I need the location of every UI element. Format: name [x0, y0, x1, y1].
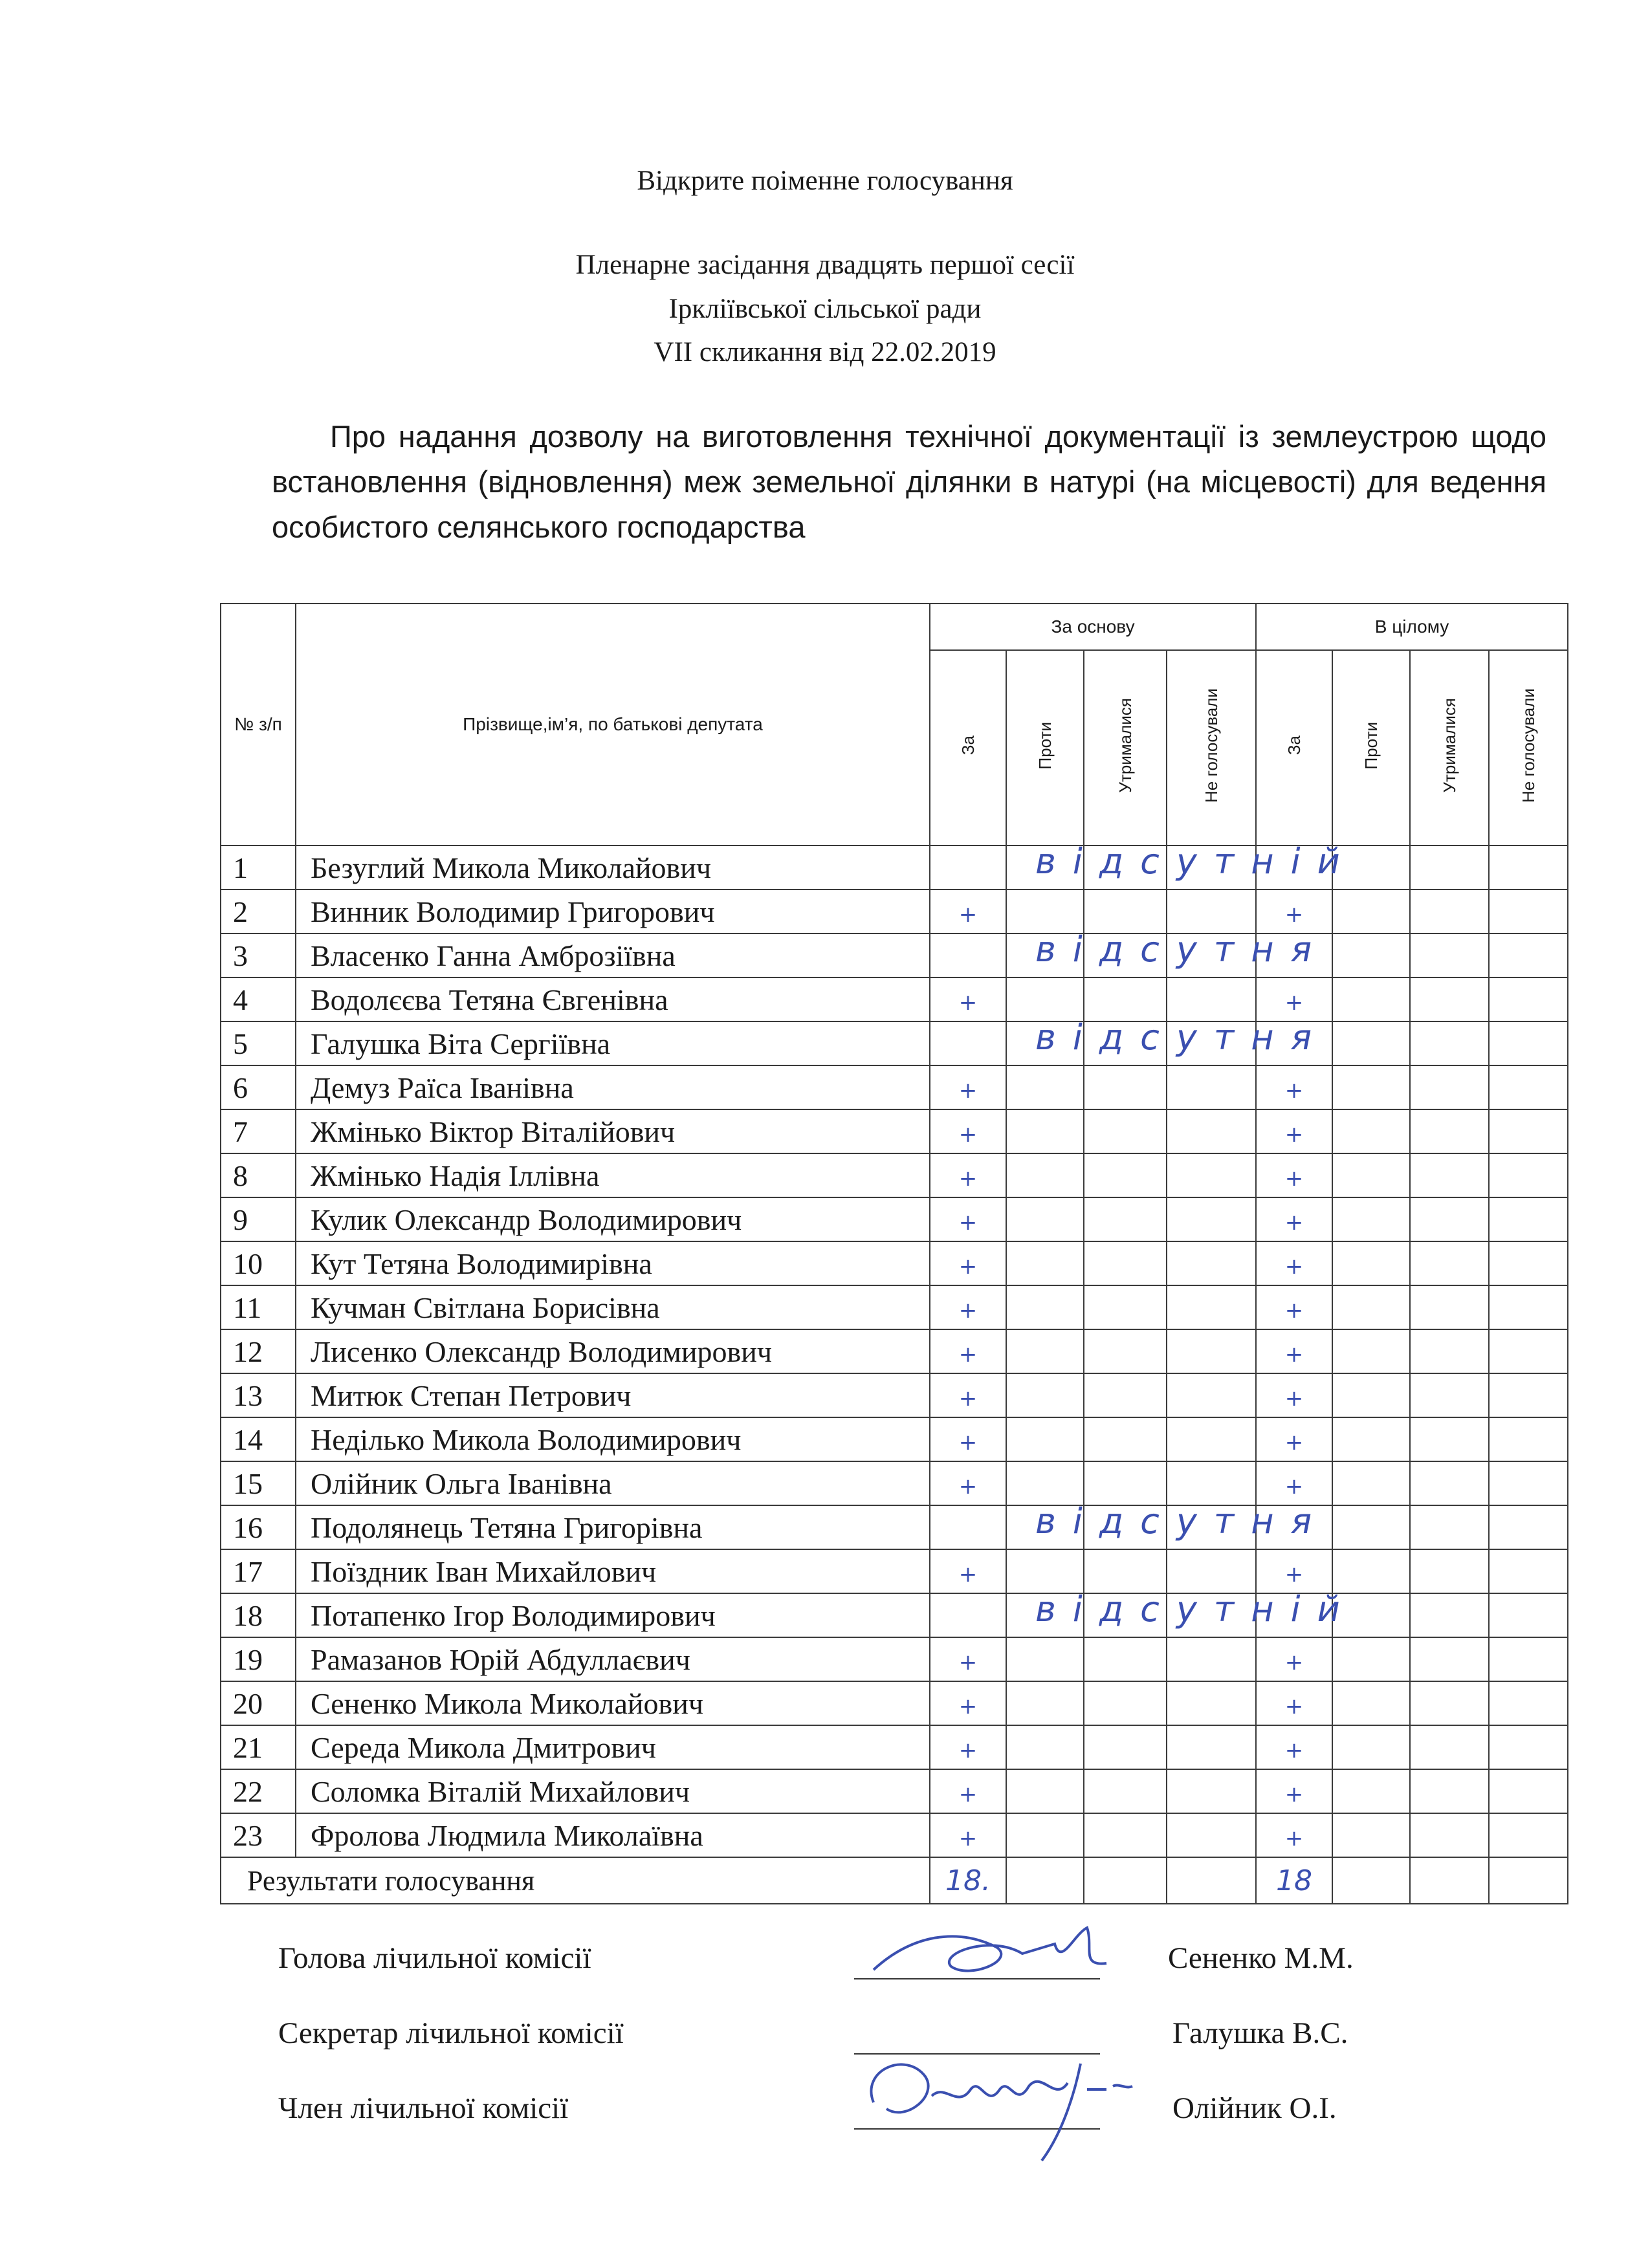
cell-whole-not-voted	[1489, 1417, 1568, 1461]
deputy-name: Рамазанов Юрій Абдуллаєвич	[296, 1637, 930, 1681]
cell-whole-for	[1256, 1065, 1332, 1109]
cell-basis-for	[930, 1681, 1006, 1725]
document-title: Відкрите поіменне голосування	[637, 166, 1013, 196]
cell-whole-against	[1332, 977, 1410, 1021]
cell-basis-abstained	[1084, 1813, 1167, 1857]
cell-basis-for	[930, 1769, 1006, 1813]
cell-whole-abstained	[1410, 1109, 1489, 1153]
cell-whole-against	[1332, 1681, 1410, 1725]
cell-whole-against	[1332, 1813, 1410, 1857]
deputy-name: Демуз Раїса Іванівна	[296, 1065, 930, 1109]
cell-basis-for	[930, 1241, 1006, 1285]
cell-whole-for	[1256, 977, 1332, 1021]
cell-basis-against	[1006, 1373, 1084, 1417]
cell-whole-not-voted	[1489, 977, 1568, 1021]
result-empty-cell	[1006, 1857, 1084, 1904]
table-row	[221, 1329, 1568, 1373]
col-header-name: Прізвище,ім’я, по батькові депутата	[296, 604, 930, 845]
signature-name-chair: Сененко М.М.	[1168, 1941, 1354, 1975]
cell-whole-abstained	[1410, 1329, 1489, 1373]
handwritten-plus-mark: +	[1284, 901, 1304, 928]
cell-whole-against	[1332, 1065, 1410, 1109]
cell-whole-abstained	[1410, 1813, 1489, 1857]
cell-whole-for	[1256, 1197, 1332, 1241]
cell-whole-abstained	[1410, 1417, 1489, 1461]
vote-table	[220, 603, 1568, 1904]
subheader-basis-not-voted: Не голосували	[1167, 650, 1256, 845]
handwritten-plus-mark: +	[958, 1429, 978, 1456]
handwritten-absent-note: відсутня	[1035, 1501, 1329, 1542]
cell-basis-abstained	[1084, 1681, 1167, 1725]
deputy-name: Винник Володимир Григорович	[296, 889, 930, 933]
handwritten-plus-mark: +	[958, 989, 978, 1016]
handwritten-plus-mark: +	[958, 1077, 978, 1104]
cell-basis-abstained	[1084, 1417, 1167, 1461]
row-number: 6	[221, 1065, 296, 1109]
cell-whole-abstained	[1410, 1285, 1489, 1329]
row-number: 8	[221, 1153, 296, 1197]
cell-whole-not-voted	[1489, 1637, 1568, 1681]
cell-basis-for	[930, 1021, 1006, 1065]
cell-whole-for	[1256, 1285, 1332, 1329]
cell-whole-against	[1332, 1549, 1410, 1593]
table-row	[221, 1197, 1568, 1241]
cell-basis-for	[930, 1637, 1006, 1681]
cell-whole-abstained	[1410, 1769, 1489, 1813]
cell-whole-abstained	[1410, 1725, 1489, 1769]
table-row	[221, 1241, 1568, 1285]
row-number: 9	[221, 1197, 296, 1241]
cell-whole-for	[1256, 1813, 1332, 1857]
deputy-name: Власенко Ганна Амброзіївна	[296, 933, 930, 977]
cell-whole-for	[1256, 1725, 1332, 1769]
row-number: 7	[221, 1109, 296, 1153]
cell-basis-not-voted	[1167, 1549, 1256, 1593]
result-row	[221, 1857, 1568, 1904]
row-number: 18	[221, 1593, 296, 1637]
result-whole-for: 18	[1256, 1857, 1332, 1904]
row-number: 21	[221, 1725, 296, 1769]
cell-basis-not-voted	[1167, 1637, 1256, 1681]
cell-basis-against	[1006, 889, 1084, 933]
cell-whole-not-voted	[1489, 1505, 1568, 1549]
row-number: 2	[221, 889, 296, 933]
row-number: 14	[221, 1417, 296, 1461]
cell-basis-against	[1006, 1549, 1084, 1593]
row-number: 13	[221, 1373, 296, 1417]
handwritten-plus-mark: +	[1284, 989, 1304, 1016]
handwritten-plus-mark: +	[958, 1341, 978, 1368]
cell-basis-abstained	[1084, 1197, 1167, 1241]
handwritten-plus-mark: +	[958, 1649, 978, 1675]
cell-basis-abstained	[1084, 1725, 1167, 1769]
handwritten-plus-mark: +	[1284, 1385, 1304, 1412]
subheader-basis-against: Проти	[1006, 650, 1084, 845]
table-row	[221, 1725, 1568, 1769]
handwritten-plus-mark: +	[1284, 1473, 1304, 1499]
cell-basis-against	[1006, 1329, 1084, 1373]
subheader-whole-not-voted: Не голосували	[1489, 650, 1568, 845]
cell-whole-abstained	[1410, 1549, 1489, 1593]
row-number: 16	[221, 1505, 296, 1549]
cell-whole-not-voted	[1489, 1153, 1568, 1197]
handwritten-plus-mark: +	[958, 1297, 978, 1324]
subheader-whole-abstained: Утрималися	[1410, 650, 1489, 845]
cell-basis-not-voted	[1167, 1109, 1256, 1153]
cell-whole-for	[1256, 889, 1332, 933]
signature-role-secretary: Секретар лічильної комісії	[278, 2016, 624, 2050]
cell-whole-not-voted	[1489, 1241, 1568, 1285]
cell-whole-not-voted	[1489, 889, 1568, 933]
cell-whole-abstained	[1410, 977, 1489, 1021]
cell-whole-against	[1332, 1637, 1410, 1681]
deputy-name: Фролова Людмила Миколаївна	[296, 1813, 930, 1857]
cell-basis-against	[1006, 1065, 1084, 1109]
handwritten-absent-note: відсутній	[1035, 841, 1357, 882]
cell-whole-for	[1256, 1769, 1332, 1813]
cell-whole-not-voted	[1489, 1681, 1568, 1725]
cell-basis-for	[930, 1065, 1006, 1109]
subheader-whole-for: За	[1256, 650, 1332, 845]
row-number: 22	[221, 1769, 296, 1813]
cell-basis-against	[1006, 1197, 1084, 1241]
cell-whole-against	[1332, 889, 1410, 933]
cell-basis-for	[930, 1153, 1006, 1197]
deputy-name: Жмінько Віктор Віталійович	[296, 1109, 930, 1153]
cell-basis-against	[1006, 1153, 1084, 1197]
row-number: 3	[221, 933, 296, 977]
row-number: 11	[221, 1285, 296, 1329]
cell-basis-for	[930, 1109, 1006, 1153]
cell-whole-not-voted	[1489, 1285, 1568, 1329]
cell-basis-not-voted	[1167, 1813, 1256, 1857]
cell-basis-not-voted	[1167, 1769, 1256, 1813]
cell-basis-for	[930, 1329, 1006, 1373]
cell-basis-not-voted	[1167, 1461, 1256, 1505]
cell-basis-for	[930, 1417, 1006, 1461]
deputy-name: Кулик Олександр Володимирович	[296, 1197, 930, 1241]
cell-whole-for	[1256, 1461, 1332, 1505]
cell-whole-not-voted	[1489, 1593, 1568, 1637]
deputy-name: Неділько Микола Володимирович	[296, 1417, 930, 1461]
session-line-2: Ірклiївської сільської ради	[668, 294, 982, 324]
subheader-whole-against: Проти	[1332, 650, 1410, 845]
cell-whole-abstained	[1410, 1637, 1489, 1681]
cell-basis-against	[1006, 977, 1084, 1021]
cell-whole-not-voted	[1489, 1461, 1568, 1505]
cell-whole-against	[1332, 1153, 1410, 1197]
signature-role-member: Член лічильної комісії	[278, 2091, 569, 2125]
cell-basis-abstained	[1084, 1769, 1167, 1813]
deputy-name: Середа Микола Дмитрович	[296, 1725, 930, 1769]
table-row	[221, 1285, 1568, 1329]
cell-basis-against	[1006, 1109, 1084, 1153]
cell-whole-abstained	[1410, 1681, 1489, 1725]
cell-whole-against	[1332, 1373, 1410, 1417]
result-label: Результати голосування	[221, 1857, 930, 1904]
cell-whole-against	[1332, 1329, 1410, 1373]
cell-basis-against	[1006, 1725, 1084, 1769]
handwritten-plus-mark: +	[1284, 1209, 1304, 1236]
deputy-name: Олійник Ольга Іванівна	[296, 1461, 930, 1505]
handwritten-plus-mark: +	[958, 1825, 978, 1851]
handwritten-plus-mark: +	[958, 1473, 978, 1499]
row-number: 19	[221, 1637, 296, 1681]
cell-whole-not-voted	[1489, 1065, 1568, 1109]
handwritten-plus-mark: +	[958, 1385, 978, 1412]
cell-basis-not-voted	[1167, 1417, 1256, 1461]
cell-basis-abstained	[1084, 1109, 1167, 1153]
subheader-basis-for: За	[930, 650, 1006, 845]
cell-whole-against	[1332, 1417, 1410, 1461]
signature-scribble-chair	[861, 1908, 1132, 1999]
handwritten-plus-mark: +	[958, 1561, 978, 1587]
cell-basis-for	[930, 1285, 1006, 1329]
cell-basis-not-voted	[1167, 1725, 1256, 1769]
cell-whole-not-voted	[1489, 1329, 1568, 1373]
cell-whole-abstained	[1410, 1153, 1489, 1197]
cell-basis-for	[930, 1593, 1006, 1637]
cell-whole-against	[1332, 1769, 1410, 1813]
cell-whole-not-voted	[1489, 1109, 1568, 1153]
row-number: 23	[221, 1813, 296, 1857]
cell-whole-abstained	[1410, 1461, 1489, 1505]
table-row	[221, 1065, 1568, 1109]
result-empty-cell	[1332, 1857, 1410, 1904]
table-row	[221, 1109, 1568, 1153]
table-row	[221, 1373, 1568, 1417]
cell-whole-for	[1256, 1241, 1332, 1285]
row-number: 4	[221, 977, 296, 1021]
cell-whole-against	[1332, 1241, 1410, 1285]
cell-basis-for	[930, 933, 1006, 977]
cell-basis-against	[1006, 1813, 1084, 1857]
row-number: 1	[221, 845, 296, 889]
handwritten-plus-mark: +	[958, 1693, 978, 1719]
cell-basis-not-voted	[1167, 1373, 1256, 1417]
row-number: 10	[221, 1241, 296, 1285]
table-row	[221, 1549, 1568, 1593]
handwritten-plus-mark: +	[1284, 1077, 1304, 1104]
table-row	[221, 977, 1568, 1021]
handwritten-plus-mark: +	[1284, 1825, 1304, 1851]
cell-whole-for	[1256, 1373, 1332, 1417]
cell-basis-for	[930, 845, 1006, 889]
cell-basis-not-voted	[1167, 1153, 1256, 1197]
deputy-name: Лисенко Олександр Володимирович	[296, 1329, 930, 1373]
deputy-name: Галушка Віта Сергіївна	[296, 1021, 930, 1065]
row-number: 15	[221, 1461, 296, 1505]
subheader-basis-abstained: Утрималися	[1084, 650, 1167, 845]
row-number: 5	[221, 1021, 296, 1065]
handwritten-plus-mark: +	[1284, 1781, 1304, 1807]
col-header-number: № з/п	[221, 604, 296, 845]
signature-name-member: Олійник О.І.	[1172, 2091, 1337, 2125]
result-empty-cell	[1084, 1857, 1167, 1904]
deputy-name: Кут Тетяна Володимирівна	[296, 1241, 930, 1285]
handwritten-plus-mark: +	[1284, 1429, 1304, 1456]
cell-basis-against	[1006, 1681, 1084, 1725]
cell-basis-abstained	[1084, 1329, 1167, 1373]
cell-basis-for	[930, 977, 1006, 1021]
cell-whole-not-voted	[1489, 1549, 1568, 1593]
cell-whole-for	[1256, 1109, 1332, 1153]
deputy-name: Жмінько Надія Іллівна	[296, 1153, 930, 1197]
handwritten-plus-mark: +	[1284, 1561, 1304, 1587]
cell-basis-not-voted	[1167, 889, 1256, 933]
cell-basis-against	[1006, 1241, 1084, 1285]
cell-whole-abstained	[1410, 889, 1489, 933]
result-empty-cell	[1489, 1857, 1568, 1904]
signature-scribble-member	[848, 2025, 1158, 2167]
cell-basis-against	[1006, 1637, 1084, 1681]
deputy-name: Сененко Микола Миколайович	[296, 1681, 930, 1725]
table-row	[221, 889, 1568, 933]
cell-whole-for	[1256, 1681, 1332, 1725]
cell-whole-against	[1332, 1109, 1410, 1153]
cell-whole-for	[1256, 1549, 1332, 1593]
handwritten-plus-mark: +	[1284, 1165, 1304, 1192]
table-row	[221, 1637, 1568, 1681]
handwritten-plus-mark: +	[1284, 1253, 1304, 1280]
result-empty-cell	[1167, 1857, 1256, 1904]
handwritten-plus-mark: +	[958, 1209, 978, 1236]
cell-basis-not-voted	[1167, 1241, 1256, 1285]
deputy-name: Водолєєва Тетяна Євгенівна	[296, 977, 930, 1021]
cell-whole-against	[1332, 1285, 1410, 1329]
cell-basis-abstained	[1084, 1285, 1167, 1329]
handwritten-plus-mark: +	[1284, 1737, 1304, 1763]
cell-whole-not-voted	[1489, 1725, 1568, 1769]
cell-whole-abstained	[1410, 1373, 1489, 1417]
handwritten-absent-note: відсутня	[1035, 929, 1329, 970]
handwritten-plus-mark: +	[1284, 1341, 1304, 1368]
table-row	[221, 1769, 1568, 1813]
cell-basis-abstained	[1084, 977, 1167, 1021]
cell-whole-not-voted	[1489, 933, 1568, 977]
cell-whole-not-voted	[1489, 1813, 1568, 1857]
result-basis-for: 18.	[930, 1857, 1006, 1904]
handwritten-plus-mark: +	[958, 1781, 978, 1807]
row-number: 20	[221, 1681, 296, 1725]
handwritten-absent-note: відсутня	[1035, 1017, 1329, 1058]
cell-whole-abstained	[1410, 1197, 1489, 1241]
cell-whole-not-voted	[1489, 845, 1568, 889]
handwritten-plus-mark: +	[958, 1165, 978, 1192]
cell-basis-not-voted	[1167, 1285, 1256, 1329]
group-header-whole: В цілому	[1256, 604, 1568, 650]
cell-basis-for	[930, 1813, 1006, 1857]
cell-whole-not-voted	[1489, 1021, 1568, 1065]
row-number: 12	[221, 1329, 296, 1373]
deputy-name: Безуглий Микола Миколайович	[296, 845, 930, 889]
cell-basis-not-voted	[1167, 1065, 1256, 1109]
cell-basis-not-voted	[1167, 1681, 1256, 1725]
cell-basis-abstained	[1084, 1153, 1167, 1197]
cell-basis-not-voted	[1167, 1197, 1256, 1241]
deputy-name: Поїздник Іван Михайлович	[296, 1549, 930, 1593]
handwritten-plus-mark: +	[958, 1253, 978, 1280]
deputy-name: Митюк Степан Петрович	[296, 1373, 930, 1417]
cell-basis-not-voted	[1167, 1329, 1256, 1373]
cell-whole-abstained	[1410, 1065, 1489, 1109]
handwritten-plus-mark: +	[1284, 1693, 1304, 1719]
cell-basis-abstained	[1084, 1549, 1167, 1593]
signature-role-chair: Голова лічильної комісії	[278, 1941, 591, 1975]
cell-basis-against	[1006, 1769, 1084, 1813]
result-empty-cell	[1410, 1857, 1489, 1904]
cell-basis-for	[930, 1725, 1006, 1769]
cell-basis-for	[930, 1505, 1006, 1549]
cell-whole-against	[1332, 1725, 1410, 1769]
deputy-name: Потапенко Ігор Володимирович	[296, 1593, 930, 1637]
handwritten-plus-mark: +	[958, 901, 978, 928]
cell-basis-abstained	[1084, 1637, 1167, 1681]
cell-basis-against	[1006, 1417, 1084, 1461]
cell-whole-for	[1256, 1417, 1332, 1461]
table-row	[221, 1153, 1568, 1197]
table-row	[221, 1417, 1568, 1461]
cell-whole-for	[1256, 1153, 1332, 1197]
deputy-name: Кучман Світлана Борисівна	[296, 1285, 930, 1329]
cell-whole-against	[1332, 1197, 1410, 1241]
deputy-name: Соломка Віталій Михайлович	[296, 1769, 930, 1813]
table-row	[221, 1681, 1568, 1725]
handwritten-plus-mark: +	[1284, 1297, 1304, 1324]
cell-whole-against	[1332, 1461, 1410, 1505]
deputy-name: Подолянець Тетяна Григорівна	[296, 1505, 930, 1549]
table-row	[221, 1813, 1568, 1857]
handwritten-plus-mark: +	[958, 1121, 978, 1148]
cell-whole-for	[1256, 1329, 1332, 1373]
cell-whole-abstained	[1410, 1241, 1489, 1285]
session-line-3: VII скликання від 22.02.2019	[654, 337, 996, 367]
cell-basis-for	[930, 1197, 1006, 1241]
cell-basis-abstained	[1084, 1373, 1167, 1417]
cell-basis-against	[1006, 1461, 1084, 1505]
session-line-1: Пленарне засідання двадцять першої сесії	[575, 250, 1075, 280]
cell-basis-abstained	[1084, 889, 1167, 933]
cell-basis-for	[930, 1549, 1006, 1593]
table-row	[221, 1461, 1568, 1505]
cell-basis-abstained	[1084, 1241, 1167, 1285]
cell-basis-for	[930, 1373, 1006, 1417]
group-header-basis: За основу	[930, 604, 1256, 650]
cell-basis-abstained	[1084, 1065, 1167, 1109]
handwritten-plus-mark: +	[1284, 1649, 1304, 1675]
handwritten-plus-mark: +	[958, 1737, 978, 1763]
row-number: 17	[221, 1549, 296, 1593]
cell-whole-for	[1256, 1637, 1332, 1681]
cell-basis-abstained	[1084, 1461, 1167, 1505]
cell-basis-not-voted	[1167, 977, 1256, 1021]
cell-whole-not-voted	[1489, 1197, 1568, 1241]
agenda-subject: Про надання дозволу на виготовлення технічної документації із землеустрою щодо встановлення (відновлення) меж земельної ділянки в натурі (на місцевості) для ведення особистого селянського господарства	[272, 419, 1546, 544]
handwritten-plus-mark: +	[1284, 1121, 1304, 1148]
cell-whole-not-voted	[1489, 1769, 1568, 1813]
signature-name-secretary: Галушка В.С.	[1172, 2016, 1348, 2050]
cell-whole-not-voted	[1489, 1373, 1568, 1417]
cell-basis-for	[930, 1461, 1006, 1505]
cell-basis-against	[1006, 1285, 1084, 1329]
handwritten-absent-note: відсутній	[1035, 1589, 1357, 1630]
cell-basis-for	[930, 889, 1006, 933]
